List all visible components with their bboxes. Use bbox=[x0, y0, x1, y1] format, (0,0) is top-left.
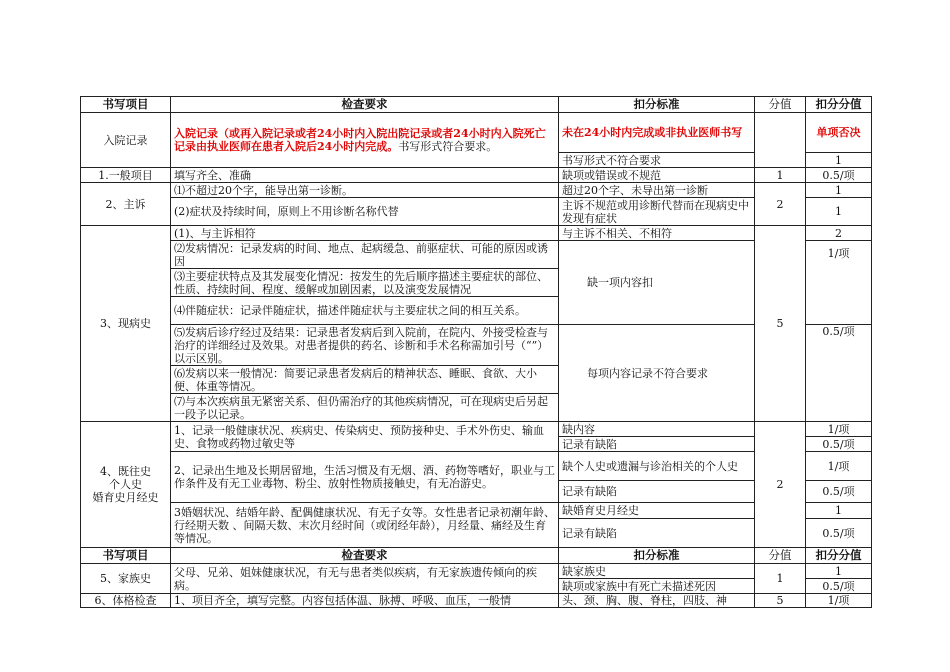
deduct-cell: 记录有缺陷 bbox=[559, 481, 755, 503]
points-cell: 单项否决 bbox=[806, 113, 872, 153]
score-cell: 5 bbox=[755, 226, 806, 422]
table-row bbox=[81, 183, 872, 198]
points-cell: 1/项 bbox=[806, 452, 872, 481]
points-cell: 1 bbox=[806, 198, 872, 226]
points-cell: 1/项 bbox=[806, 241, 872, 325]
deduct-cell: 缺项或家族中有死亡未描述死因 bbox=[559, 579, 755, 594]
section-label bbox=[81, 422, 171, 548]
header-check: 检查要求 bbox=[171, 97, 559, 113]
table-row bbox=[81, 226, 872, 241]
deduct-cell: 缺一项内容扣 bbox=[559, 241, 755, 325]
deduct-cell: 超过20个字、未导出第一诊断 bbox=[559, 183, 755, 198]
points-cell: 0.5/项 bbox=[806, 519, 872, 548]
table-row bbox=[81, 168, 872, 183]
header-item: 书写项目 bbox=[81, 548, 171, 564]
requirement-cell: 3婚姻状况、结婚年龄、配偶健康状况、有无子女等。女性患者记录初潮年龄、行经期天数 、间隔天数、末次月经时间（或闭经年龄），月经量、痛经及生育等情况。 bbox=[171, 503, 559, 548]
requirement-cell: ⑸发病后诊疗经过及结果：记录患者发病后到入院前，在院内、外接受检查与治疗的详细经过及效果。对患者提供的药名、诊断和手术名称需加引号（“”）以示区别。 bbox=[171, 325, 559, 366]
header-deduct: 扣分标准 bbox=[559, 548, 755, 564]
section-label: 1.一般项目 bbox=[81, 168, 171, 183]
points-cell: 1/项 bbox=[806, 422, 872, 437]
header-score: 分值 bbox=[755, 548, 806, 564]
header-item: 书写项目 bbox=[81, 97, 171, 113]
deduct-cell: 记录有缺陷 bbox=[559, 519, 755, 548]
deduct-cell: 头、颈、胸、腹、脊柱，四肢、神 bbox=[559, 594, 755, 608]
section-label-line: 婚育史月经史 bbox=[92, 491, 159, 504]
table-row bbox=[81, 241, 872, 269]
header-score: 分值 bbox=[755, 97, 806, 113]
section-label: 3、现病史 bbox=[81, 226, 171, 422]
header-points: 扣分分值 bbox=[806, 548, 872, 564]
deduct-cell: 缺家族史 bbox=[559, 564, 755, 579]
table-row bbox=[81, 564, 872, 579]
table-row bbox=[81, 452, 872, 481]
requirement-red-text: 入院记录（或再入院记录或者24小时内入院出院记录或者24小时内入院死亡记录由执业医师在患者入院后24小时内完成。 bbox=[174, 127, 546, 153]
section-label: 入院记录 bbox=[81, 113, 171, 168]
requirement-cell: ⑹发病以来一般情况：简要记录患者发病后的精神状态、睡眠、食欲、大小便、体重等情况。 bbox=[171, 366, 559, 394]
requirement-cell: ⑴不超过20个字，能导出第一诊断。 bbox=[171, 183, 559, 198]
requirement-cell: 1、项目齐全，填写完整。内容包括体温、脉搏、呼吸、血压，一般情 bbox=[171, 594, 559, 608]
requirement-cell bbox=[171, 113, 559, 168]
requirement-cell: (1)、与主诉相符 bbox=[171, 226, 559, 241]
points-cell: 0.5/项 bbox=[806, 437, 872, 452]
table-row bbox=[81, 594, 872, 608]
deduct-cell: 缺内容 bbox=[559, 422, 755, 437]
deduct-cell: 每项内容记录不符合要求 bbox=[559, 325, 755, 422]
requirement-cell: (2)症状及持续时间，原则上不用诊断名称代替 bbox=[171, 198, 559, 226]
points-cell: 1 bbox=[806, 564, 872, 579]
requirement-cell: 填写齐全、准确 bbox=[171, 168, 559, 183]
deduct-cell: 缺个人史或遗漏与诊治相关的个人史 bbox=[559, 452, 755, 481]
table-header-row bbox=[81, 97, 872, 113]
deduct-cell: 缺婚育史月经史 bbox=[559, 503, 755, 519]
deduct-cell: 与主诉不相关、不相符 bbox=[559, 226, 755, 241]
score-cell: 2 bbox=[755, 422, 806, 548]
points-cell: 0.5/项 bbox=[806, 579, 872, 594]
header-points: 扣分分值 bbox=[806, 97, 872, 113]
section-label: 6、体格检查 bbox=[81, 594, 171, 608]
table-row bbox=[81, 198, 872, 226]
points-cell: 1 bbox=[806, 183, 872, 198]
requirement-cell: ⑷伴随症状：记录伴随症状，描述伴随症状与主要症状之间的相互关系。 bbox=[171, 297, 559, 325]
table-row bbox=[81, 422, 872, 437]
deduct-cell: 主诉不规范或用诊断代替而在现病史中发现有症状 bbox=[559, 198, 755, 226]
deduct-cell: 未在24小时内完成或非执业医师书写 bbox=[559, 113, 755, 153]
score-cell: 1 bbox=[755, 168, 806, 183]
requirement-text: 书写形式符合要求。 bbox=[398, 140, 498, 153]
points-cell: 0.5/项 bbox=[806, 325, 872, 422]
table-row bbox=[81, 503, 872, 519]
score-cell: 1 bbox=[755, 564, 806, 594]
requirement-cell: 父母、兄弟、姐妹健康状况，有无与患者类似疾病，有无家族遗传倾向的疾病。 bbox=[171, 564, 559, 594]
requirement-cell: ⑶主要症状特点及其发展变化情况：按发生的先后顺序描述主要症状的部位、性质、持续时间、程度、缓解或加剧因素，以及演变发展情况 bbox=[171, 269, 559, 297]
section-label: 2、主诉 bbox=[81, 183, 171, 226]
deduct-cell: 缺项或错误或不规范 bbox=[559, 168, 755, 183]
points-cell: 1 bbox=[806, 153, 872, 168]
points-cell: 2 bbox=[806, 226, 872, 241]
section-label: 5、家族史 bbox=[81, 564, 171, 594]
deduct-cell: 记录有缺陷 bbox=[559, 437, 755, 452]
score-cell: 5 bbox=[755, 594, 806, 608]
table-row bbox=[81, 325, 872, 366]
score-cell bbox=[755, 113, 806, 168]
table-header-row bbox=[81, 548, 872, 564]
points-cell: 1/项 bbox=[806, 594, 872, 608]
header-check: 检查要求 bbox=[171, 548, 559, 564]
table-row bbox=[81, 113, 872, 153]
requirement-cell: 1、记录一般健康状况、疾病史、传染病史、预防接种史、手术外伤史、输血史、食物或药物过敏史等 bbox=[171, 422, 559, 452]
score-cell: 2 bbox=[755, 183, 806, 226]
requirement-cell: 2、记录出生地及长期居留地，生活习惯及有无烟、酒、药物等嗜好，职业与工作条件及有无工业毒物、粉尘、放射性物质接触史，有无冶游史。 bbox=[171, 452, 559, 503]
section-label-line: 4、既往史 bbox=[100, 465, 151, 478]
points-cell: 1 bbox=[806, 503, 872, 519]
points-cell: 0.5/项 bbox=[806, 168, 872, 183]
medical-record-scoring-table bbox=[80, 96, 872, 608]
header-deduct: 扣分标准 bbox=[559, 97, 755, 113]
section-label-line: 个人史 bbox=[109, 478, 142, 491]
deduct-cell: 书写形式不符合要求 bbox=[559, 153, 755, 168]
points-cell: 0.5/项 bbox=[806, 481, 872, 503]
requirement-cell: ⑺与本次疾病虽无紧密关系、但仍需治疗的其他疾病情况，可在现病史后另起一段予以记录。 bbox=[171, 394, 559, 422]
requirement-cell: ⑵发病情况：记录发病的时间、地点、起病缓急、前驱症状、可能的原因或诱因 bbox=[171, 241, 559, 269]
